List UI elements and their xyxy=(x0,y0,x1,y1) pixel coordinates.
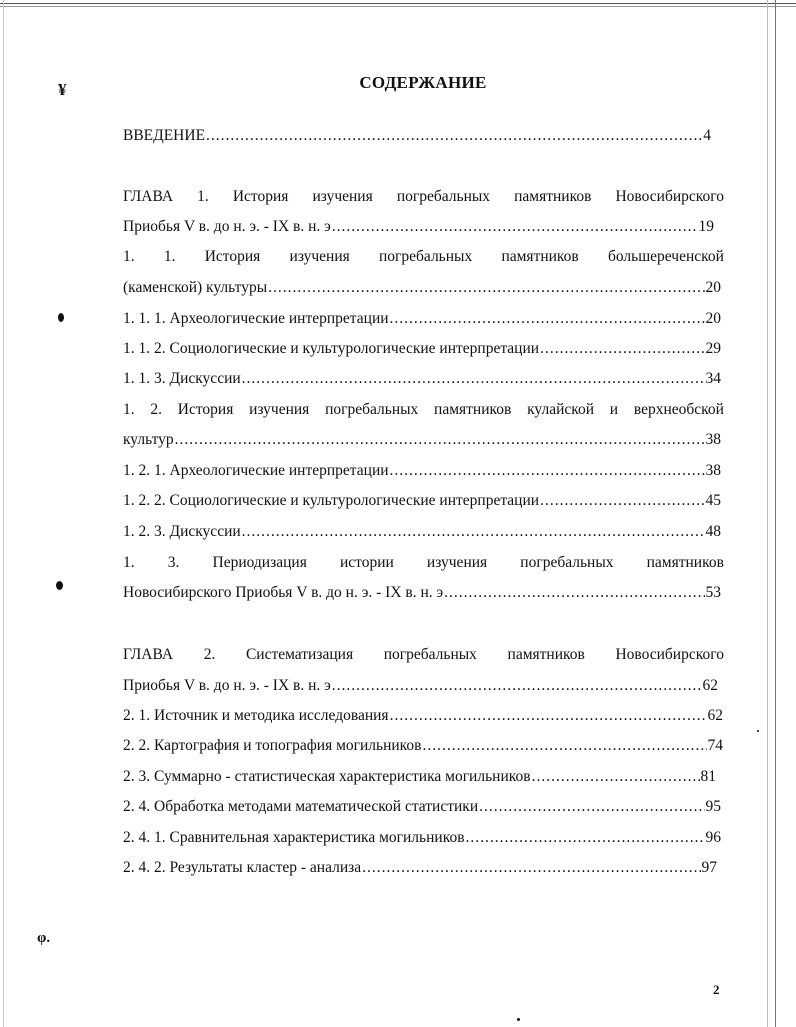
toc-entry-page: 96 xyxy=(705,829,721,846)
toc-entry-title-cont: культур xyxy=(123,431,174,448)
toc-leader xyxy=(466,828,705,848)
toc-entry-word: История xyxy=(232,188,289,205)
toc-entry[interactable] xyxy=(123,217,714,237)
toc-entry-word: 1. xyxy=(123,554,135,571)
toc-entry-title: 1. 1. 2. Социологические и культурологические интерпретации xyxy=(123,340,540,357)
toc-entry-word: 3. xyxy=(167,554,180,571)
toc-entry[interactable] xyxy=(123,278,721,298)
toc-entry[interactable] xyxy=(123,461,721,481)
toc-entry-title-cont: (каменской) культуры xyxy=(123,279,268,296)
toc-entry-page: 20 xyxy=(705,310,721,327)
toc-leader xyxy=(268,278,704,298)
toc-entry-page: 62 xyxy=(702,677,718,694)
toc-entry-word: 1. xyxy=(197,188,209,205)
toc-entry-line[interactable] xyxy=(123,400,724,420)
toc-entry-title-cont: Новосибирского Приобья V в. до н. э. - IX в. н. э xyxy=(123,584,444,601)
toc-entry-word: 1. xyxy=(163,248,176,265)
toc-leader xyxy=(540,491,704,511)
toc-entry-title: 2. 4. 1. Сравнительная характеристика могильников xyxy=(123,829,465,846)
toc-entry-page: 53 xyxy=(705,584,721,601)
toc-entry-word: 1. xyxy=(123,401,135,418)
toc-entry-page: 62 xyxy=(707,707,723,724)
toc-entry-page: 45 xyxy=(705,492,721,509)
toc-entry-word: погребальных xyxy=(396,188,491,205)
scan-border-top-inner xyxy=(0,6,796,7)
toc-leader xyxy=(390,706,707,726)
toc-entry-title: ВВЕДЕНИЕ xyxy=(123,127,206,144)
toc-leader xyxy=(479,797,704,817)
toc-entry[interactable] xyxy=(123,309,721,329)
toc-entry-word: погребальных xyxy=(379,248,473,265)
margin-mark: φ. xyxy=(37,930,51,946)
toc-entry-word: изучения xyxy=(312,188,373,205)
page-title: СОДЕРЖАНИЕ xyxy=(359,73,487,92)
toc-entry-word: кулайской xyxy=(527,401,595,418)
toc-entry-title-cont: Приобья V в. до н. э. - IX в. н. э xyxy=(123,677,331,694)
toc-leader xyxy=(332,676,702,696)
toc-entry-word: 2. xyxy=(203,646,216,663)
toc-entry-word: История xyxy=(204,248,261,265)
toc-entry-word: погребальных xyxy=(383,646,477,663)
toc-entry-page: 4 xyxy=(703,127,711,144)
margin-speck xyxy=(56,581,63,590)
margin-mark: ¥ xyxy=(58,80,67,99)
toc-entry-page: 38 xyxy=(705,462,721,479)
toc-entry-word: 1. xyxy=(123,248,135,265)
scan-border-right xyxy=(775,0,776,1027)
toc-entry[interactable] xyxy=(123,767,716,787)
toc-entry-word: верхнеобской xyxy=(633,401,724,418)
toc-entry-word: Периодизация xyxy=(212,554,307,571)
toc-entry-title: 1. 1. 3. Дискуссии xyxy=(123,370,241,387)
toc-leader xyxy=(242,369,705,389)
toc-entry-word: История xyxy=(177,401,234,418)
toc-entry-word: ГЛАВА xyxy=(123,646,174,663)
toc-entry[interactable] xyxy=(123,126,711,146)
toc-entry-title: 2. 4. 2. Результаты кластер - анализа xyxy=(123,859,362,876)
toc-leader xyxy=(175,430,705,450)
toc-entry[interactable] xyxy=(123,583,721,603)
toc-entry-page: 29 xyxy=(705,340,721,357)
toc-leader xyxy=(540,339,704,359)
toc-entry-page: 19 xyxy=(698,218,714,235)
toc-entry-title: 2. 4. Обработка методами математической статистики xyxy=(123,798,479,815)
toc-entry-page: 38 xyxy=(705,431,721,448)
toc-entry-line[interactable] xyxy=(123,553,724,573)
toc-entry[interactable] xyxy=(123,676,718,696)
toc-entry[interactable] xyxy=(123,369,721,389)
scan-border-right-inner xyxy=(767,0,768,1027)
toc-entry-page: 34 xyxy=(705,370,721,387)
toc-entry[interactable] xyxy=(123,706,723,726)
toc-entry-title: 1. 2. 2. Социологические и культурологические интерпретации xyxy=(123,492,540,509)
toc-leader xyxy=(423,736,707,756)
toc-entry-word: и xyxy=(609,401,619,418)
toc-entry-word: Систематизация xyxy=(245,646,354,663)
toc-entry-word: Новосибирского xyxy=(615,188,724,205)
toc-entry-word: памятников xyxy=(507,646,585,663)
toc-entry[interactable] xyxy=(123,828,721,848)
toc-leader xyxy=(332,217,698,237)
toc-entry-page: 97 xyxy=(701,859,717,876)
toc-entry-page: 95 xyxy=(705,798,721,815)
toc-entry-word: памятников xyxy=(514,188,592,205)
toc-entry-title: 2. 1. Источник и методика исследования xyxy=(123,707,389,724)
toc-entry-page: 81 xyxy=(700,768,716,785)
toc-leader xyxy=(532,767,700,787)
page-number: 2 xyxy=(713,982,720,997)
toc-entry-line[interactable] xyxy=(123,187,724,207)
toc-entry-word: ГЛАВА xyxy=(123,188,174,205)
toc-leader xyxy=(390,461,705,481)
toc-entry[interactable] xyxy=(123,339,721,359)
scan-border-top xyxy=(0,3,796,4)
toc-entry[interactable] xyxy=(123,858,717,878)
toc-entry-word: изучения xyxy=(289,248,350,265)
toc-entry[interactable] xyxy=(123,797,721,817)
toc-leader xyxy=(242,522,705,542)
toc-entry-page: 74 xyxy=(707,737,723,754)
toc-entry-title: 2. 3. Суммарно - статистическая характеристика могильников xyxy=(123,768,531,785)
margin-speck xyxy=(58,313,64,322)
margin-speck xyxy=(517,1018,520,1021)
toc-entry-word: погребальных xyxy=(325,401,419,418)
toc-leader xyxy=(390,309,705,329)
toc-entry-word: Новосибирского xyxy=(615,646,724,663)
toc-entry-title: 1. 2. 1. Археологические интерпретации xyxy=(123,462,389,479)
toc-entry-title: 2. 2. Картография и топография могильников xyxy=(123,737,422,754)
toc-entry-word: памятников xyxy=(434,401,512,418)
toc-entry[interactable] xyxy=(123,522,721,542)
toc-entry-word: истории xyxy=(339,554,394,571)
scan-border-left xyxy=(3,0,4,1027)
toc-entry-word: 2. xyxy=(150,401,162,418)
toc-entry-word: погребальных xyxy=(520,554,614,571)
toc-entry-word: большереченской xyxy=(607,248,724,265)
toc-entry-line[interactable] xyxy=(123,247,724,267)
toc-entry-title: 1. 1. 1. Археологические интерпретации xyxy=(123,310,389,327)
toc-entry[interactable] xyxy=(123,736,723,756)
toc-leader xyxy=(362,858,700,878)
toc-entry-word: памятников xyxy=(501,248,579,265)
toc-entry-word: изучения xyxy=(249,401,310,418)
toc-entry-word: памятников xyxy=(646,554,724,571)
toc-entry[interactable] xyxy=(123,430,721,450)
toc-leader xyxy=(444,583,704,603)
toc-leader xyxy=(206,126,702,146)
toc-entry[interactable] xyxy=(123,491,721,511)
toc-entry-word: изучения xyxy=(426,554,488,571)
toc-entry-line[interactable] xyxy=(123,645,724,665)
margin-speck xyxy=(757,730,759,732)
toc-entry-title: 1. 2. 3. Дискуссии xyxy=(123,523,241,540)
toc-entry-page: 48 xyxy=(705,523,721,540)
toc-entry-page: 20 xyxy=(705,279,721,296)
toc-entry-title-cont: Приобья V в. до н. э. - IX в. н. э xyxy=(123,218,331,235)
